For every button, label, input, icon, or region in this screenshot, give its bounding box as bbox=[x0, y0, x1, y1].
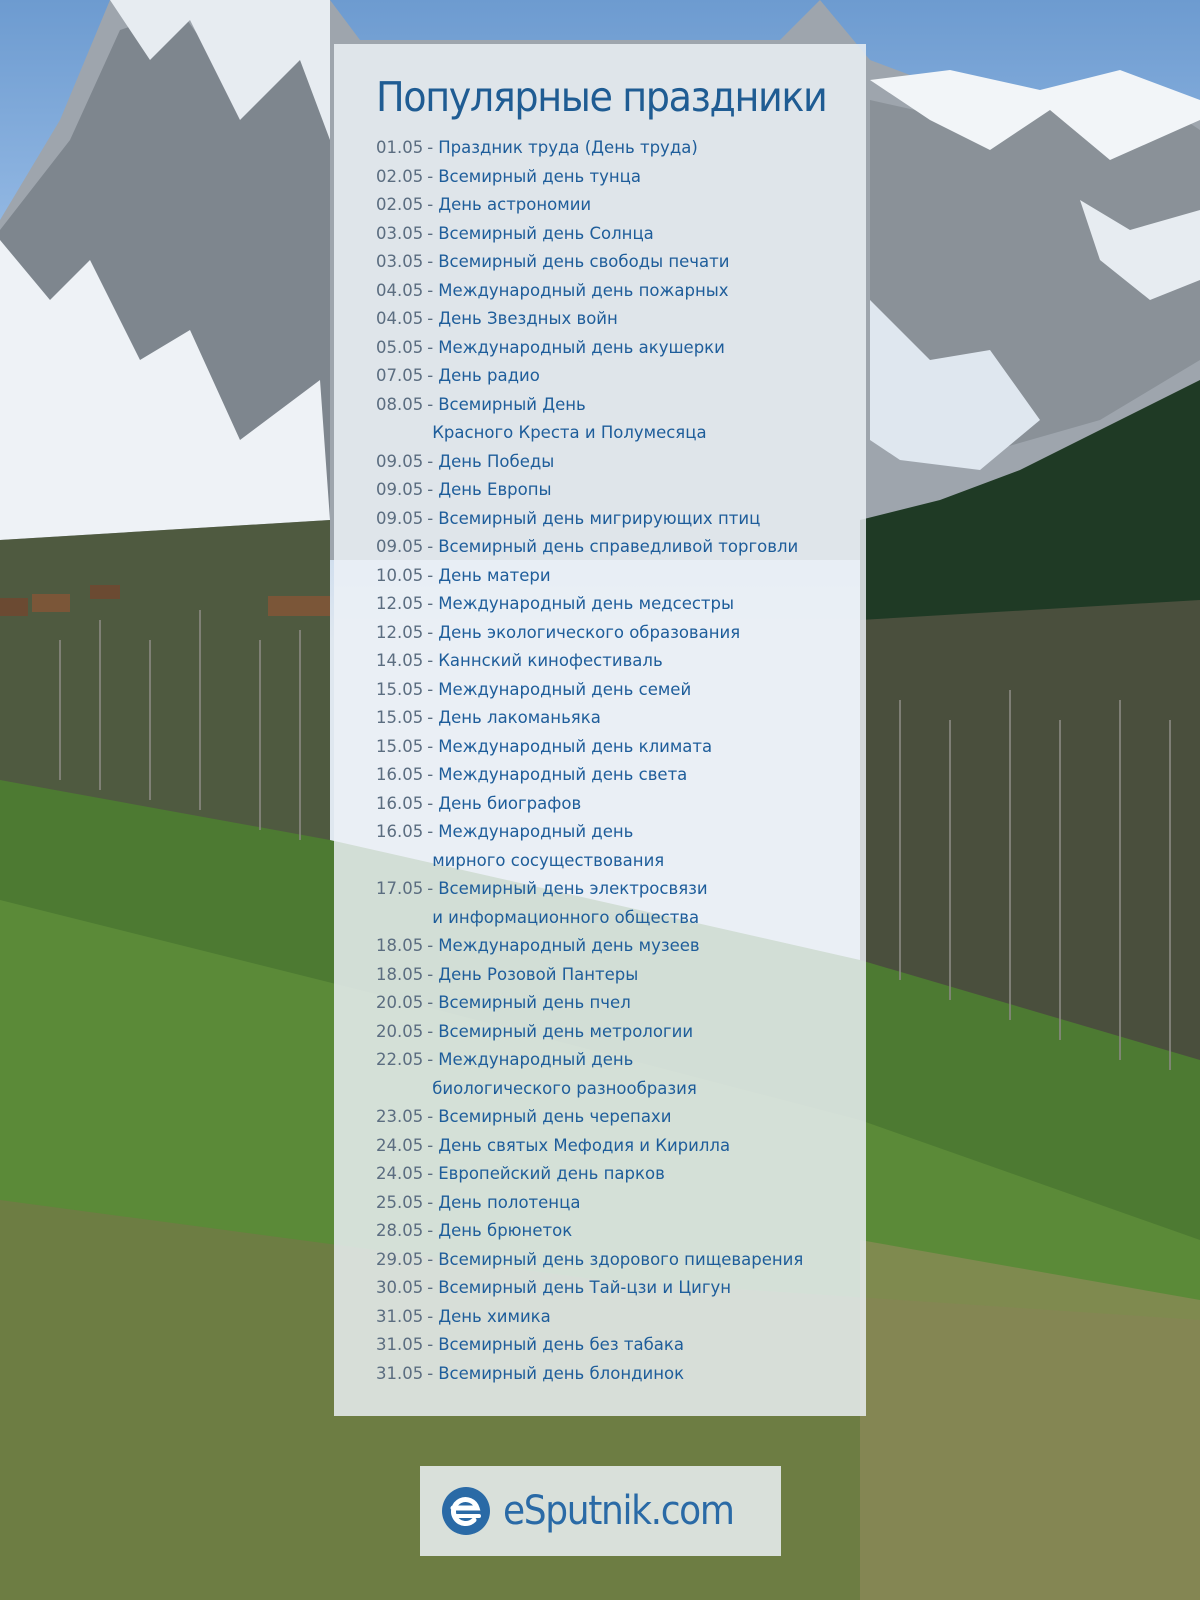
holiday-name-line: Международный день пожарных bbox=[438, 280, 729, 300]
holiday-name bbox=[438, 1331, 684, 1360]
holiday-row bbox=[376, 334, 866, 363]
holiday-name bbox=[438, 1274, 731, 1303]
holiday-name bbox=[438, 220, 654, 249]
date-separator: - bbox=[427, 679, 434, 699]
holiday-date: 24.05 bbox=[376, 1164, 424, 1183]
holiday-name bbox=[438, 305, 618, 334]
holiday-date: 05.05 bbox=[376, 337, 424, 357]
holiday-row bbox=[376, 1360, 866, 1389]
holiday-name bbox=[438, 619, 740, 648]
holiday-row bbox=[376, 989, 866, 1018]
holiday-date: 12.05 bbox=[376, 622, 424, 642]
holiday-name-line: Европейский день парков bbox=[438, 1164, 665, 1183]
holiday-name-line: Международный день семей bbox=[438, 679, 692, 699]
date-separator: - bbox=[427, 1221, 434, 1240]
holiday-name bbox=[438, 277, 728, 306]
holiday-date: 03.05 bbox=[376, 223, 424, 243]
holiday-name bbox=[438, 533, 798, 562]
holiday-date: 31.05 bbox=[376, 1335, 424, 1354]
holiday-name-line: День полотенца bbox=[438, 1192, 581, 1212]
holiday-row bbox=[376, 647, 866, 676]
date-separator: - bbox=[427, 964, 434, 984]
holiday-name bbox=[438, 676, 691, 705]
holiday-row bbox=[376, 134, 866, 163]
holiday-name bbox=[438, 191, 591, 220]
date-separator: - bbox=[427, 1107, 434, 1126]
holiday-row bbox=[376, 1046, 866, 1103]
holiday-name-line: Всемирный день справедливой торговли bbox=[438, 537, 799, 556]
holiday-name bbox=[432, 1046, 697, 1103]
date-separator: - bbox=[427, 223, 434, 243]
holiday-row bbox=[376, 676, 866, 705]
holiday-row bbox=[376, 533, 866, 562]
date-separator: - bbox=[427, 1192, 434, 1212]
holiday-row bbox=[376, 932, 866, 961]
date-separator: - bbox=[427, 1249, 434, 1269]
holiday-row bbox=[376, 761, 866, 790]
holiday-date: 15.05 bbox=[376, 679, 424, 699]
holiday-date: 08.05 bbox=[376, 394, 424, 414]
holiday-name-line: Международный день климата bbox=[438, 736, 713, 756]
esputnik-logo-icon bbox=[441, 1486, 491, 1536]
holiday-row bbox=[376, 476, 866, 505]
holiday-name-line: Всемирный день свободы печати bbox=[438, 252, 730, 271]
holiday-name bbox=[438, 163, 641, 192]
holiday-name-line: Международный день bbox=[438, 1050, 634, 1069]
holiday-name-line: Всемирный день метрологии bbox=[438, 1021, 694, 1041]
holiday-row bbox=[376, 1132, 866, 1161]
holiday-date: 02.05 bbox=[376, 166, 424, 186]
holiday-name-line: День Звездных войн bbox=[438, 309, 618, 328]
holiday-name-line: День брюнеток bbox=[438, 1221, 573, 1240]
holiday-name-line: День матери bbox=[438, 565, 551, 585]
holiday-date: 12.05 bbox=[376, 594, 424, 613]
holiday-row bbox=[376, 277, 866, 306]
holiday-name-line: День экологического образования bbox=[438, 622, 741, 642]
date-separator: - bbox=[427, 508, 434, 528]
holiday-row bbox=[376, 1160, 866, 1189]
holiday-name bbox=[438, 590, 734, 619]
holiday-name bbox=[438, 733, 712, 762]
date-separator: - bbox=[427, 252, 434, 271]
holiday-name-line: День Победы bbox=[438, 451, 555, 471]
holiday-date: 15.05 bbox=[376, 736, 424, 756]
holiday-date: 09.05 bbox=[376, 451, 424, 471]
holiday-name-line: Международный день света bbox=[438, 765, 688, 784]
holiday-name-line: Международный день акушерки bbox=[438, 337, 725, 357]
holiday-name bbox=[438, 932, 699, 961]
holiday-name bbox=[438, 1303, 551, 1332]
holiday-name bbox=[438, 248, 729, 277]
holiday-date: 07.05 bbox=[376, 366, 424, 385]
holiday-name bbox=[438, 1160, 665, 1189]
holiday-name bbox=[432, 391, 707, 448]
holiday-row bbox=[376, 619, 866, 648]
holiday-name-line: День биографов bbox=[438, 793, 582, 813]
holiday-row bbox=[376, 1274, 866, 1303]
date-separator: - bbox=[427, 622, 434, 642]
holiday-date: 16.05 bbox=[376, 793, 424, 813]
holiday-row bbox=[376, 1018, 866, 1047]
holiday-name-line: День радио bbox=[438, 366, 540, 385]
date-separator: - bbox=[427, 1306, 434, 1326]
holiday-row bbox=[376, 362, 866, 391]
holiday-name bbox=[438, 790, 581, 819]
date-separator: - bbox=[427, 822, 434, 841]
holiday-date: 09.05 bbox=[376, 480, 424, 499]
holiday-row bbox=[376, 163, 866, 192]
holiday-name bbox=[438, 362, 540, 391]
holiday-row bbox=[376, 704, 866, 733]
holiday-name-line: Всемирный день здорового пищеварения bbox=[438, 1249, 804, 1269]
holiday-name bbox=[438, 761, 687, 790]
holiday-date: 02.05 bbox=[376, 195, 424, 214]
holiday-name-line: Всемирный день блондинок bbox=[438, 1363, 685, 1383]
holiday-date: 29.05 bbox=[376, 1249, 424, 1269]
holiday-date: 14.05 bbox=[376, 651, 424, 670]
date-separator: - bbox=[427, 736, 434, 756]
date-separator: - bbox=[427, 1278, 434, 1297]
date-separator: - bbox=[427, 936, 434, 955]
holiday-row bbox=[376, 733, 866, 762]
holiday-name-continuation: мирного сосуществования bbox=[432, 850, 665, 870]
holiday-row bbox=[376, 1303, 866, 1332]
page-title: Популярные праздники bbox=[376, 73, 827, 121]
holiday-name-line: Каннский кинофестиваль bbox=[438, 651, 663, 670]
date-separator: - bbox=[427, 1050, 434, 1069]
holiday-name bbox=[438, 134, 698, 163]
date-separator: - bbox=[427, 793, 434, 813]
holiday-date: 31.05 bbox=[376, 1306, 424, 1326]
holiday-row bbox=[376, 248, 866, 277]
date-separator: - bbox=[427, 166, 434, 186]
date-separator: - bbox=[427, 309, 434, 328]
holiday-row bbox=[376, 961, 866, 990]
date-separator: - bbox=[427, 1135, 434, 1155]
holiday-name-continuation: и информационного общества bbox=[432, 907, 700, 927]
holiday-row bbox=[376, 875, 866, 932]
holiday-name bbox=[438, 1103, 671, 1132]
holiday-row bbox=[376, 305, 866, 334]
holiday-name-line: Международный день медсестры bbox=[438, 594, 735, 613]
date-separator: - bbox=[427, 337, 434, 357]
holiday-name-continuation: Красного Креста и Полумесяца bbox=[432, 423, 707, 442]
holiday-date: 18.05 bbox=[376, 936, 424, 955]
holiday-name bbox=[438, 647, 662, 676]
holiday-name-line: День Розовой Пантеры bbox=[438, 964, 639, 984]
holiday-name-line: Международный день bbox=[438, 822, 634, 841]
holiday-name-line: Всемирный день мигрирующих птиц bbox=[438, 508, 761, 528]
holiday-date: 23.05 bbox=[376, 1107, 424, 1126]
holiday-row bbox=[376, 191, 866, 220]
holiday-name bbox=[432, 875, 708, 932]
date-separator: - bbox=[427, 394, 434, 414]
holiday-name-line: День лакоманьяка bbox=[438, 708, 601, 727]
holiday-name-line: Праздник труда (День труда) bbox=[438, 138, 698, 157]
date-separator: - bbox=[427, 1335, 434, 1354]
holiday-name bbox=[438, 989, 631, 1018]
holiday-name bbox=[438, 476, 551, 505]
holiday-date: 09.05 bbox=[376, 508, 424, 528]
holiday-name bbox=[438, 1018, 693, 1047]
holiday-row bbox=[376, 505, 866, 534]
holiday-name-line: Всемирный день без табака bbox=[438, 1335, 684, 1354]
holiday-name-line: День Европы bbox=[438, 480, 552, 499]
date-separator: - bbox=[427, 651, 434, 670]
holiday-name bbox=[438, 505, 760, 534]
date-separator: - bbox=[427, 879, 434, 898]
date-separator: - bbox=[427, 195, 434, 214]
holiday-name bbox=[438, 1246, 803, 1275]
holiday-date: 04.05 bbox=[376, 280, 424, 300]
holiday-date: 16.05 bbox=[376, 822, 424, 841]
holiday-name-continuation: биологического разнообразия bbox=[432, 1078, 697, 1098]
holiday-date: 18.05 bbox=[376, 964, 424, 984]
date-separator: - bbox=[427, 537, 434, 556]
holiday-name-line: Всемирный день Солнца bbox=[438, 223, 654, 243]
holiday-row bbox=[376, 790, 866, 819]
date-separator: - bbox=[427, 366, 434, 385]
date-separator: - bbox=[427, 138, 434, 157]
holiday-name-line: Всемирный День bbox=[438, 394, 586, 414]
holiday-name bbox=[438, 961, 638, 990]
holiday-date: 10.05 bbox=[376, 565, 424, 585]
holiday-date: 04.05 bbox=[376, 309, 424, 328]
holiday-row bbox=[376, 448, 866, 477]
holiday-name bbox=[432, 818, 665, 875]
date-separator: - bbox=[427, 1363, 434, 1383]
holiday-name-line: Всемирный день тунца bbox=[438, 166, 642, 186]
date-separator: - bbox=[427, 1164, 434, 1183]
holiday-row bbox=[376, 590, 866, 619]
holiday-name bbox=[438, 1360, 684, 1389]
holiday-name-line: Всемирный день электросвязи bbox=[438, 879, 708, 898]
holiday-name bbox=[438, 704, 601, 733]
holiday-name-line: День химика bbox=[438, 1306, 551, 1326]
holiday-name bbox=[438, 334, 725, 363]
holiday-row bbox=[376, 562, 866, 591]
holidays-panel bbox=[334, 44, 866, 1416]
holiday-date: 31.05 bbox=[376, 1363, 424, 1383]
holiday-name-line: День святых Мефодия и Кирилла bbox=[438, 1135, 731, 1155]
holiday-date: 09.05 bbox=[376, 537, 424, 556]
holiday-name-line: Всемирный день черепахи bbox=[438, 1107, 672, 1126]
date-separator: - bbox=[427, 993, 434, 1012]
holiday-date: 28.05 bbox=[376, 1221, 424, 1240]
holiday-list bbox=[376, 134, 866, 1388]
date-separator: - bbox=[427, 280, 434, 300]
date-separator: - bbox=[427, 480, 434, 499]
holiday-date: 20.05 bbox=[376, 1021, 424, 1041]
holiday-date: 22.05 bbox=[376, 1050, 424, 1069]
holiday-row bbox=[376, 1246, 866, 1275]
logo-text: eSputnik.com bbox=[503, 1488, 734, 1534]
holiday-name bbox=[438, 1132, 730, 1161]
holiday-name bbox=[438, 1217, 572, 1246]
holiday-name-line: День астрономии bbox=[438, 195, 592, 214]
holiday-date: 25.05 bbox=[376, 1192, 424, 1212]
holiday-name bbox=[438, 562, 550, 591]
holiday-date: 16.05 bbox=[376, 765, 424, 784]
holiday-name-line: Международный день музеев bbox=[438, 936, 700, 955]
holiday-row bbox=[376, 1189, 866, 1218]
date-separator: - bbox=[427, 765, 434, 784]
holiday-name-line: Всемирный день Тай-цзи и Цигун bbox=[438, 1278, 732, 1297]
holiday-name bbox=[438, 1189, 580, 1218]
holiday-date: 30.05 bbox=[376, 1278, 424, 1297]
holiday-date: 20.05 bbox=[376, 993, 424, 1012]
holiday-row bbox=[376, 391, 866, 448]
holiday-row bbox=[376, 1217, 866, 1246]
holiday-name-line: Всемирный день пчел bbox=[438, 993, 631, 1012]
date-separator: - bbox=[427, 565, 434, 585]
holiday-row bbox=[376, 1103, 866, 1132]
holiday-date: 01.05 bbox=[376, 138, 424, 157]
date-separator: - bbox=[427, 594, 434, 613]
holiday-row bbox=[376, 818, 866, 875]
date-separator: - bbox=[427, 708, 434, 727]
date-separator: - bbox=[427, 451, 434, 471]
holiday-row bbox=[376, 220, 866, 249]
esputnik-logo bbox=[420, 1466, 781, 1556]
holiday-date: 03.05 bbox=[376, 252, 424, 271]
date-separator: - bbox=[427, 1021, 434, 1041]
holiday-row bbox=[376, 1331, 866, 1360]
holiday-date: 15.05 bbox=[376, 708, 424, 727]
holiday-name bbox=[438, 448, 554, 477]
holiday-date: 24.05 bbox=[376, 1135, 424, 1155]
holiday-date: 17.05 bbox=[376, 879, 424, 898]
